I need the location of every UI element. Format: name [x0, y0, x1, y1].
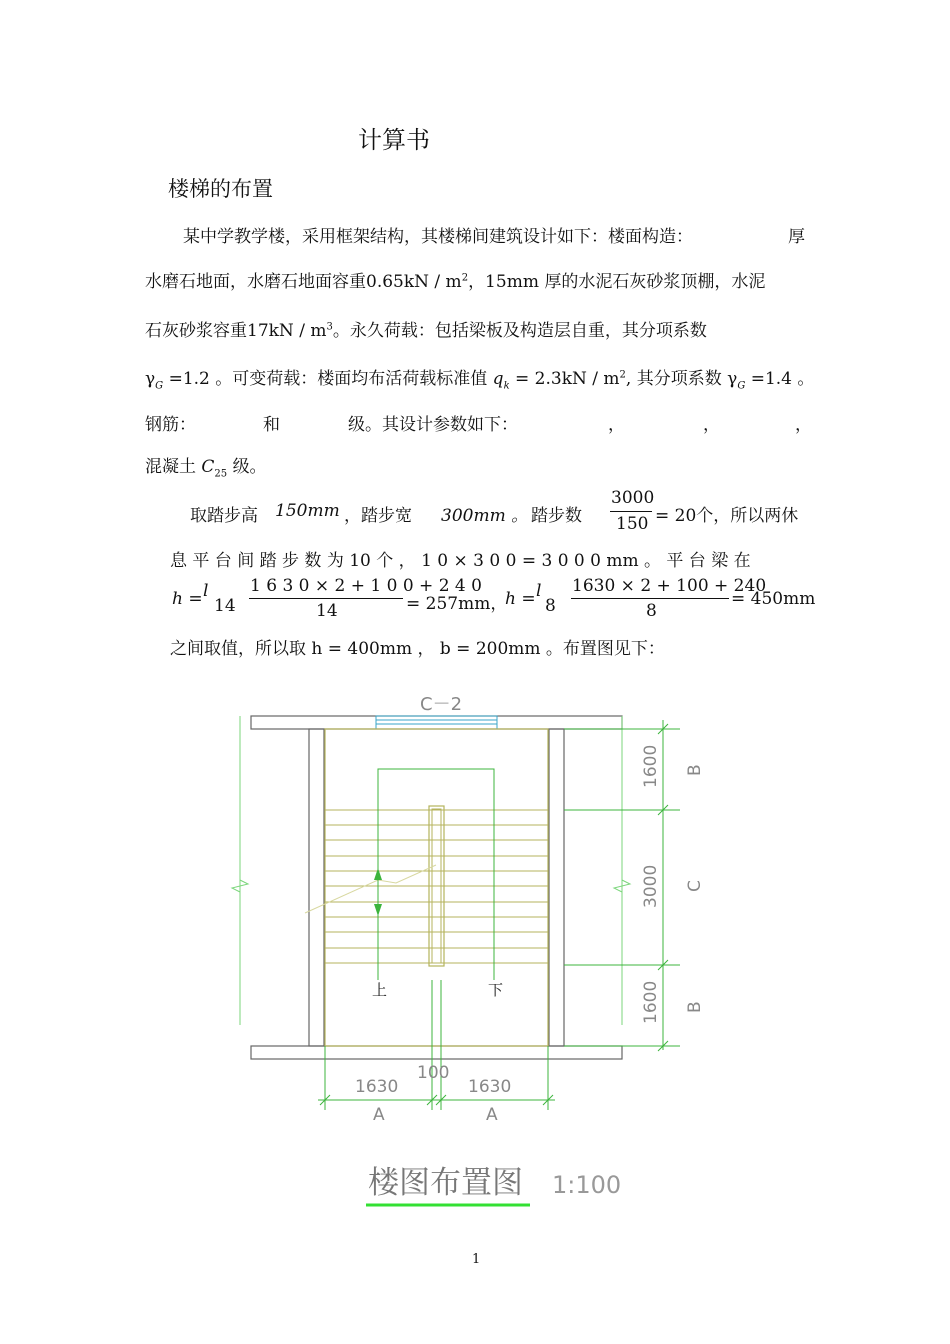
gamma-g-symbol: γ [145, 369, 156, 389]
formula1-den: 14 [316, 601, 338, 621]
up-arrow-head [374, 868, 382, 880]
q-sub: k [503, 380, 510, 392]
line3-text: 石灰砂浆容重17kN / m [145, 321, 327, 341]
line4-text-d: =1.4 。 [750, 369, 815, 389]
line3-sup: 3 [326, 321, 333, 333]
h-symbol-2: h = [505, 589, 536, 609]
l-sub-2: 8 [545, 596, 556, 616]
dim-gap-label: 100 [417, 1063, 450, 1083]
axis-a-right: A [486, 1105, 498, 1125]
gamma-g2-sub: G [737, 380, 746, 392]
line2-text-b: ，15mm 厚的水泥石灰砂浆顶棚，水泥 [468, 272, 766, 292]
line2-sup: 2 [461, 272, 469, 284]
formula2-result: = 450mm [731, 589, 816, 609]
page-number: 1 [472, 1252, 481, 1267]
step-frac-den: 150 [616, 514, 649, 534]
comma-3: ， [795, 415, 812, 435]
formula2-den: 8 [646, 601, 657, 621]
drawing-scale: 1:100 [552, 1171, 622, 1199]
line3-text-b: 。永久荷载：包括梁板及构造层自重，其分项系数 [332, 321, 707, 341]
down-arrow-head [374, 904, 382, 916]
step-count-label: 踏步数 [531, 506, 582, 526]
right-wall [549, 729, 564, 1046]
h-symbol-1: h = [172, 589, 203, 609]
line2-text: 水磨石地面，水磨石地面容重0.65kN / m [145, 272, 462, 292]
formula1-num: 1 6 3 0 × 2 + 1 0 0 + 2 4 0 [250, 576, 482, 596]
para-line-8: 息 平 台 间 踏 步 数 为 10 个 ， 1 0 × 3 0 0 = 3 0 0 0 mm 。 平 台 梁 在 [170, 551, 751, 571]
concrete-sub: 25 [214, 468, 228, 480]
stair-treads [325, 810, 548, 963]
step-frac-num: 3000 [611, 488, 655, 508]
para-line-10: 之间取值，所以取 h = 400mm ， b = 200mm 。布置图见下： [170, 639, 665, 659]
steel-and: 和 [263, 415, 280, 435]
dim-left-label: 1630 [355, 1077, 399, 1097]
dim-right-label: 1630 [468, 1077, 512, 1097]
formula2-num: 1630 × 2 + 100 + 240 [572, 576, 767, 596]
top-wall [251, 716, 622, 729]
line4-sup: 2 [619, 369, 626, 381]
para-line-1-end: 厚 [788, 227, 805, 247]
concrete-label: 混凝土 [145, 457, 196, 477]
dim-top-label: 1600 [641, 744, 661, 788]
steel-label: 钢筋： [145, 415, 196, 435]
axis-c: C [685, 880, 705, 892]
step-height-value: 150mm [275, 501, 340, 521]
line4-text-b: = 2.3kN / m [515, 369, 620, 389]
up-label: 上 [372, 981, 388, 999]
q-symbol: q [492, 369, 504, 389]
step-count-result: = 20个，所以两休 [655, 506, 799, 526]
dim-mid-label: 3000 [641, 864, 661, 908]
l-sub-1: 14 [214, 596, 236, 616]
down-label: 下 [488, 981, 504, 999]
formula1-result: = 257mm， [406, 594, 508, 614]
window-label: C－2 [420, 694, 463, 715]
step-width-value: 300mm 。 [441, 506, 529, 526]
bottom-wall [251, 1046, 622, 1059]
comma-1: ， [608, 415, 625, 435]
axis-b-bottom: B [685, 1001, 705, 1013]
concrete-c: C [201, 457, 215, 477]
l-symbol-2: l [536, 581, 542, 601]
steel-grade-text: 级。其设计参数如下： [348, 415, 518, 435]
window-c2 [376, 716, 497, 729]
left-wall [309, 729, 324, 1046]
section-heading: 楼梯的布置 [168, 177, 273, 201]
stair-well-outline [325, 729, 548, 1046]
step-height-label: 取踏步高 [190, 506, 258, 526]
document-title: 计算书 [358, 126, 430, 154]
axis-b-top: B [685, 764, 705, 776]
para-line-1: 某中学教学楼，采用框架结构，其楼梯间建筑设计如下：楼面构造： [183, 227, 693, 247]
line4-text-a: =1.2 。可变荷载：楼面均布活荷载标准值 [168, 369, 488, 389]
l-symbol-1: l [203, 581, 209, 601]
step-width-label: ，踏步宽 [344, 506, 412, 526]
comma-2: ， [703, 415, 720, 435]
axis-a-left: A [373, 1105, 385, 1125]
drawing-caption: 楼图布置图 [368, 1165, 523, 1201]
line4-text-c: , 其分项系数 [625, 369, 722, 389]
bottom-dimension-chain [318, 1095, 555, 1105]
gamma-g2-symbol: γ [727, 369, 738, 389]
concrete-end: 级。 [232, 457, 267, 477]
gamma-g-sub: G [155, 380, 164, 392]
dim-bot-label: 1600 [641, 980, 661, 1024]
